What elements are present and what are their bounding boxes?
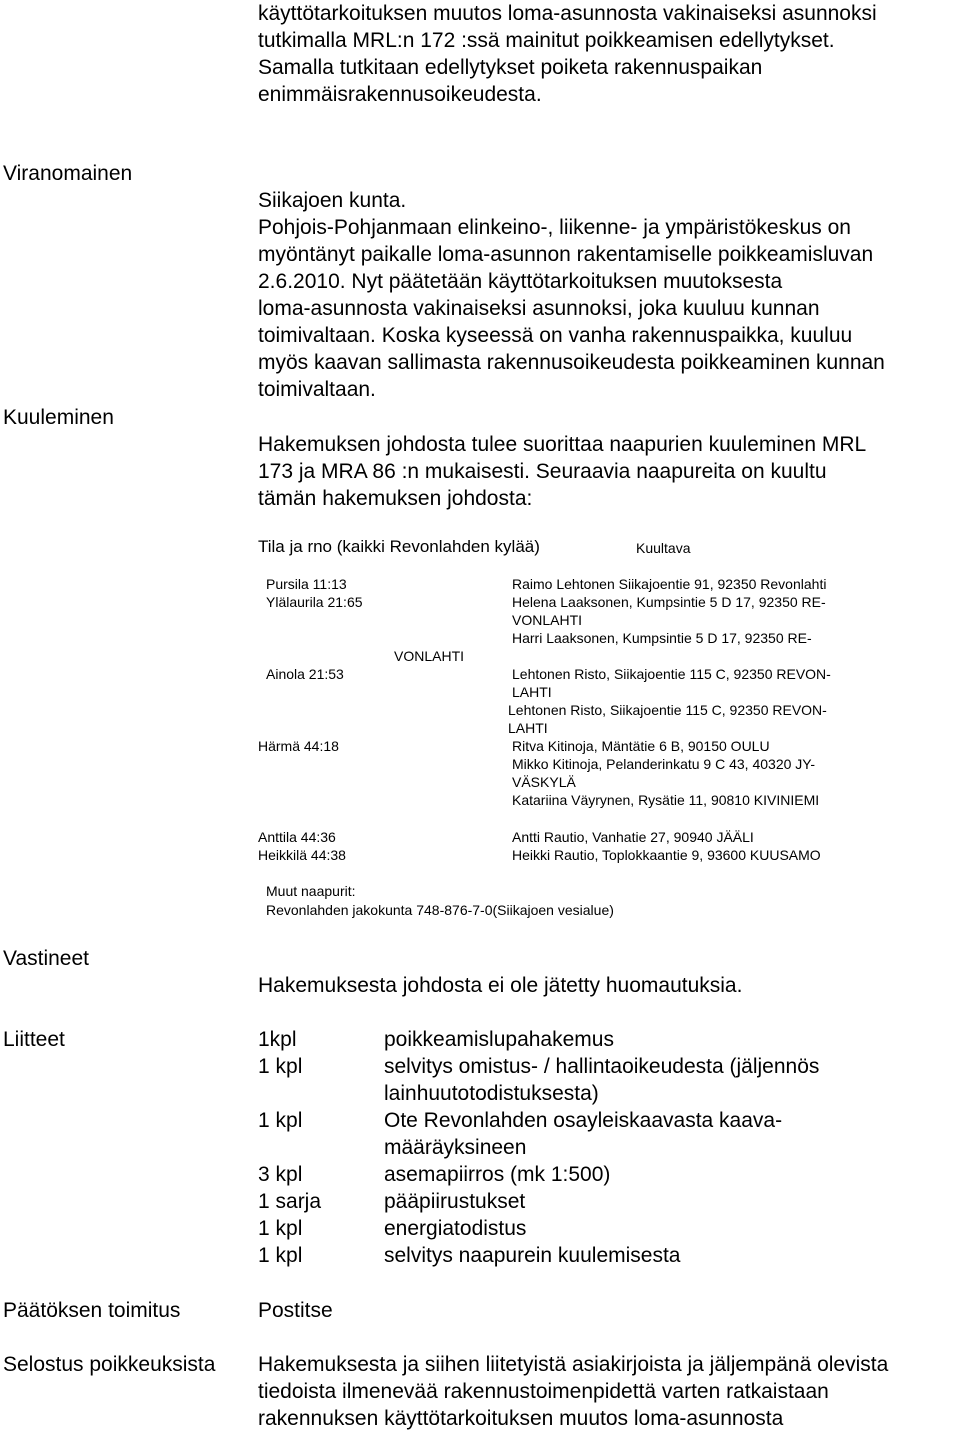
table-header-heard: Kuultava bbox=[636, 540, 691, 556]
attachment-desc: selvitys naapurein kuulemisesta bbox=[384, 1244, 681, 1267]
estate-cell: Ainola 21:53 bbox=[266, 666, 344, 682]
table-header-estate: Tila ja rno (kaikki Revonlahden kylää) bbox=[258, 537, 540, 556]
toimitus-heading: Päätöksen toimitus bbox=[3, 1299, 181, 1322]
kuuleminen-line: Hakemuksen johdosta tulee suorittaa naapurien kuuleminen MRL bbox=[258, 433, 867, 456]
intro-line: enimmäisrakennusoikeudesta. bbox=[258, 83, 542, 106]
attachment-desc: selvitys omistus- / hallintaoikeudesta (jäljennös bbox=[384, 1055, 820, 1078]
selostus-paragraph bbox=[258, 1351, 888, 1432]
attachment-desc: Ote Revonlahden osayleiskaavasta kaava- bbox=[384, 1109, 783, 1132]
selostus-line: rakennuksen käyttötarkoituksen muutos loma-asunnosta bbox=[258, 1407, 784, 1430]
heard-cell: VONLAHTI bbox=[512, 612, 583, 628]
estate-cell: VONLAHTI bbox=[394, 648, 465, 664]
estate-cell: Pursila 11:13 bbox=[266, 576, 347, 592]
attachment-desc: energiatodistus bbox=[384, 1217, 527, 1240]
estate-cell: Ylälaurila 21:65 bbox=[266, 594, 363, 610]
heard-cell: Raimo Lehtonen Siikajoentie 91, 92350 Revonlahti bbox=[512, 576, 827, 592]
selostus-line: Hakemuksesta ja siihen liitetyistä asiakirjoista ja jäljempänä olevista bbox=[258, 1353, 889, 1376]
attachment-qty: 1 kpl bbox=[258, 1055, 303, 1078]
intro-line: käyttötarkoituksen muutos loma-asunnosta vakinaiseksi asunnoksi bbox=[258, 2, 877, 25]
toimitus-text: Postitse bbox=[258, 1299, 333, 1322]
viranomainen-line: Pohjois-Pohjanmaan elinkeino-, liikenne- ja ympäristökeskus on bbox=[258, 216, 851, 239]
attachment-qty: 1kpl bbox=[258, 1028, 297, 1051]
attachment-desc: lainhuutotodistuksesta) bbox=[384, 1082, 599, 1105]
vastineet-heading: Vastineet bbox=[3, 947, 89, 970]
attachment-qty: 1 sarja bbox=[258, 1190, 322, 1213]
viranomainen-line: loma-asunnosta vakinaiseksi asunnoksi, joka kuuluu kunnan bbox=[258, 297, 820, 320]
kuuleminen-heading: Kuuleminen bbox=[3, 406, 114, 429]
estate-cell: Härmä 44:18 bbox=[258, 738, 339, 754]
attachment-qty: 1 kpl bbox=[258, 1109, 303, 1132]
heard-cell: Katariina Väyrynen, Rysätie 11, 90810 KIVINIEMI bbox=[512, 792, 820, 808]
estate-cell: Heikkilä 44:38 bbox=[258, 847, 346, 863]
estate-cell: Anttila 44:36 bbox=[258, 829, 336, 845]
heard-cell: LAHTI bbox=[508, 720, 548, 736]
viranomainen-line: myös kaavan sallimasta rakennusoikeudesta poikkeaminen kunnan bbox=[258, 351, 885, 374]
viranomainen-line: 2.6.2010. Nyt päätetään käyttötarkoituksen muutoksesta bbox=[258, 270, 783, 293]
selostus-heading: Selostus poikkeuksista bbox=[3, 1353, 216, 1376]
heard-cell: Helena Laaksonen, Kumpsintie 5 D 17, 92350 RE- bbox=[512, 594, 826, 610]
other-neighbours-label: Muut naapurit: bbox=[266, 883, 356, 899]
intro-line: tutkimalla MRL:n 172 :ssä mainitut poikkeamisen edellytykset. bbox=[258, 29, 835, 52]
heard-cell: Lehtonen Risto, Siikajoentie 115 C, 92350 REVON- bbox=[512, 666, 831, 682]
viranomainen-line: myöntänyt paikalle loma-asunnon rakentamiselle poikkeamisluvan bbox=[258, 243, 874, 266]
intro-line: Samalla tutkitaan edellytykset poiketa rakennuspaikan bbox=[258, 56, 763, 79]
vastineet-text: Hakemuksesta johdosta ei ole jätetty huomautuksia. bbox=[258, 974, 743, 997]
other-neighbours-value: Revonlahden jakokunta 748-876-7-0(Siikajoen vesialue) bbox=[266, 902, 614, 918]
liitteet-heading: Liitteet bbox=[3, 1028, 65, 1051]
heard-cell: Heikki Rautio, Toplokkaantie 9, 93600 KUUSAMO bbox=[512, 847, 821, 863]
viranomainen-paragraph bbox=[258, 187, 885, 403]
viranomainen-line: toimivaltaan. Koska kyseessä on vanha rakennuspaikka, kuuluu bbox=[258, 324, 853, 347]
attachment-qty: 1 kpl bbox=[258, 1244, 303, 1267]
attachment-desc: asemapiirros (mk 1:500) bbox=[384, 1163, 611, 1186]
intro-paragraph bbox=[258, 0, 877, 108]
attachment-desc: pääpiirustukset bbox=[384, 1190, 526, 1213]
selostus-line: tiedoista ilmenevää rakennustoimenpidettä varten ratkaistaan bbox=[258, 1380, 829, 1403]
attachment-desc: määräyksineen bbox=[384, 1136, 527, 1159]
kuuleminen-paragraph bbox=[258, 431, 866, 512]
viranomainen-line: toimivaltaan. bbox=[258, 378, 376, 401]
heard-cell: LAHTI bbox=[512, 684, 552, 700]
heard-cell: Harri Laaksonen, Kumpsintie 5 D 17, 92350 RE- bbox=[512, 630, 812, 646]
heard-cell: VÄSKYLÄ bbox=[512, 774, 576, 790]
kuuleminen-line: 173 ja MRA 86 :n mukaisesti. Seuraavia naapureita on kuultu bbox=[258, 460, 827, 483]
attachment-qty: 3 kpl bbox=[258, 1163, 303, 1186]
heard-cell: Antti Rautio, Vanhatie 27, 90940 JÄÄLI bbox=[512, 829, 754, 845]
heard-cell: Lehtonen Risto, Siikajoentie 115 C, 92350 REVON- bbox=[508, 702, 827, 718]
attachment-desc: poikkeamislupahakemus bbox=[384, 1028, 614, 1051]
viranomainen-line: Siikajoen kunta. bbox=[258, 189, 407, 212]
kuuleminen-line: tämän hakemuksen johdosta: bbox=[258, 487, 533, 510]
heard-cell: Mikko Kitinoja, Pelanderinkatu 9 C 43, 40320 JY- bbox=[512, 756, 815, 772]
viranomainen-heading: Viranomainen bbox=[3, 162, 133, 185]
heard-cell: Ritva Kitinoja, Mäntätie 6 B, 90150 OULU bbox=[512, 738, 770, 754]
attachment-qty: 1 kpl bbox=[258, 1217, 303, 1240]
